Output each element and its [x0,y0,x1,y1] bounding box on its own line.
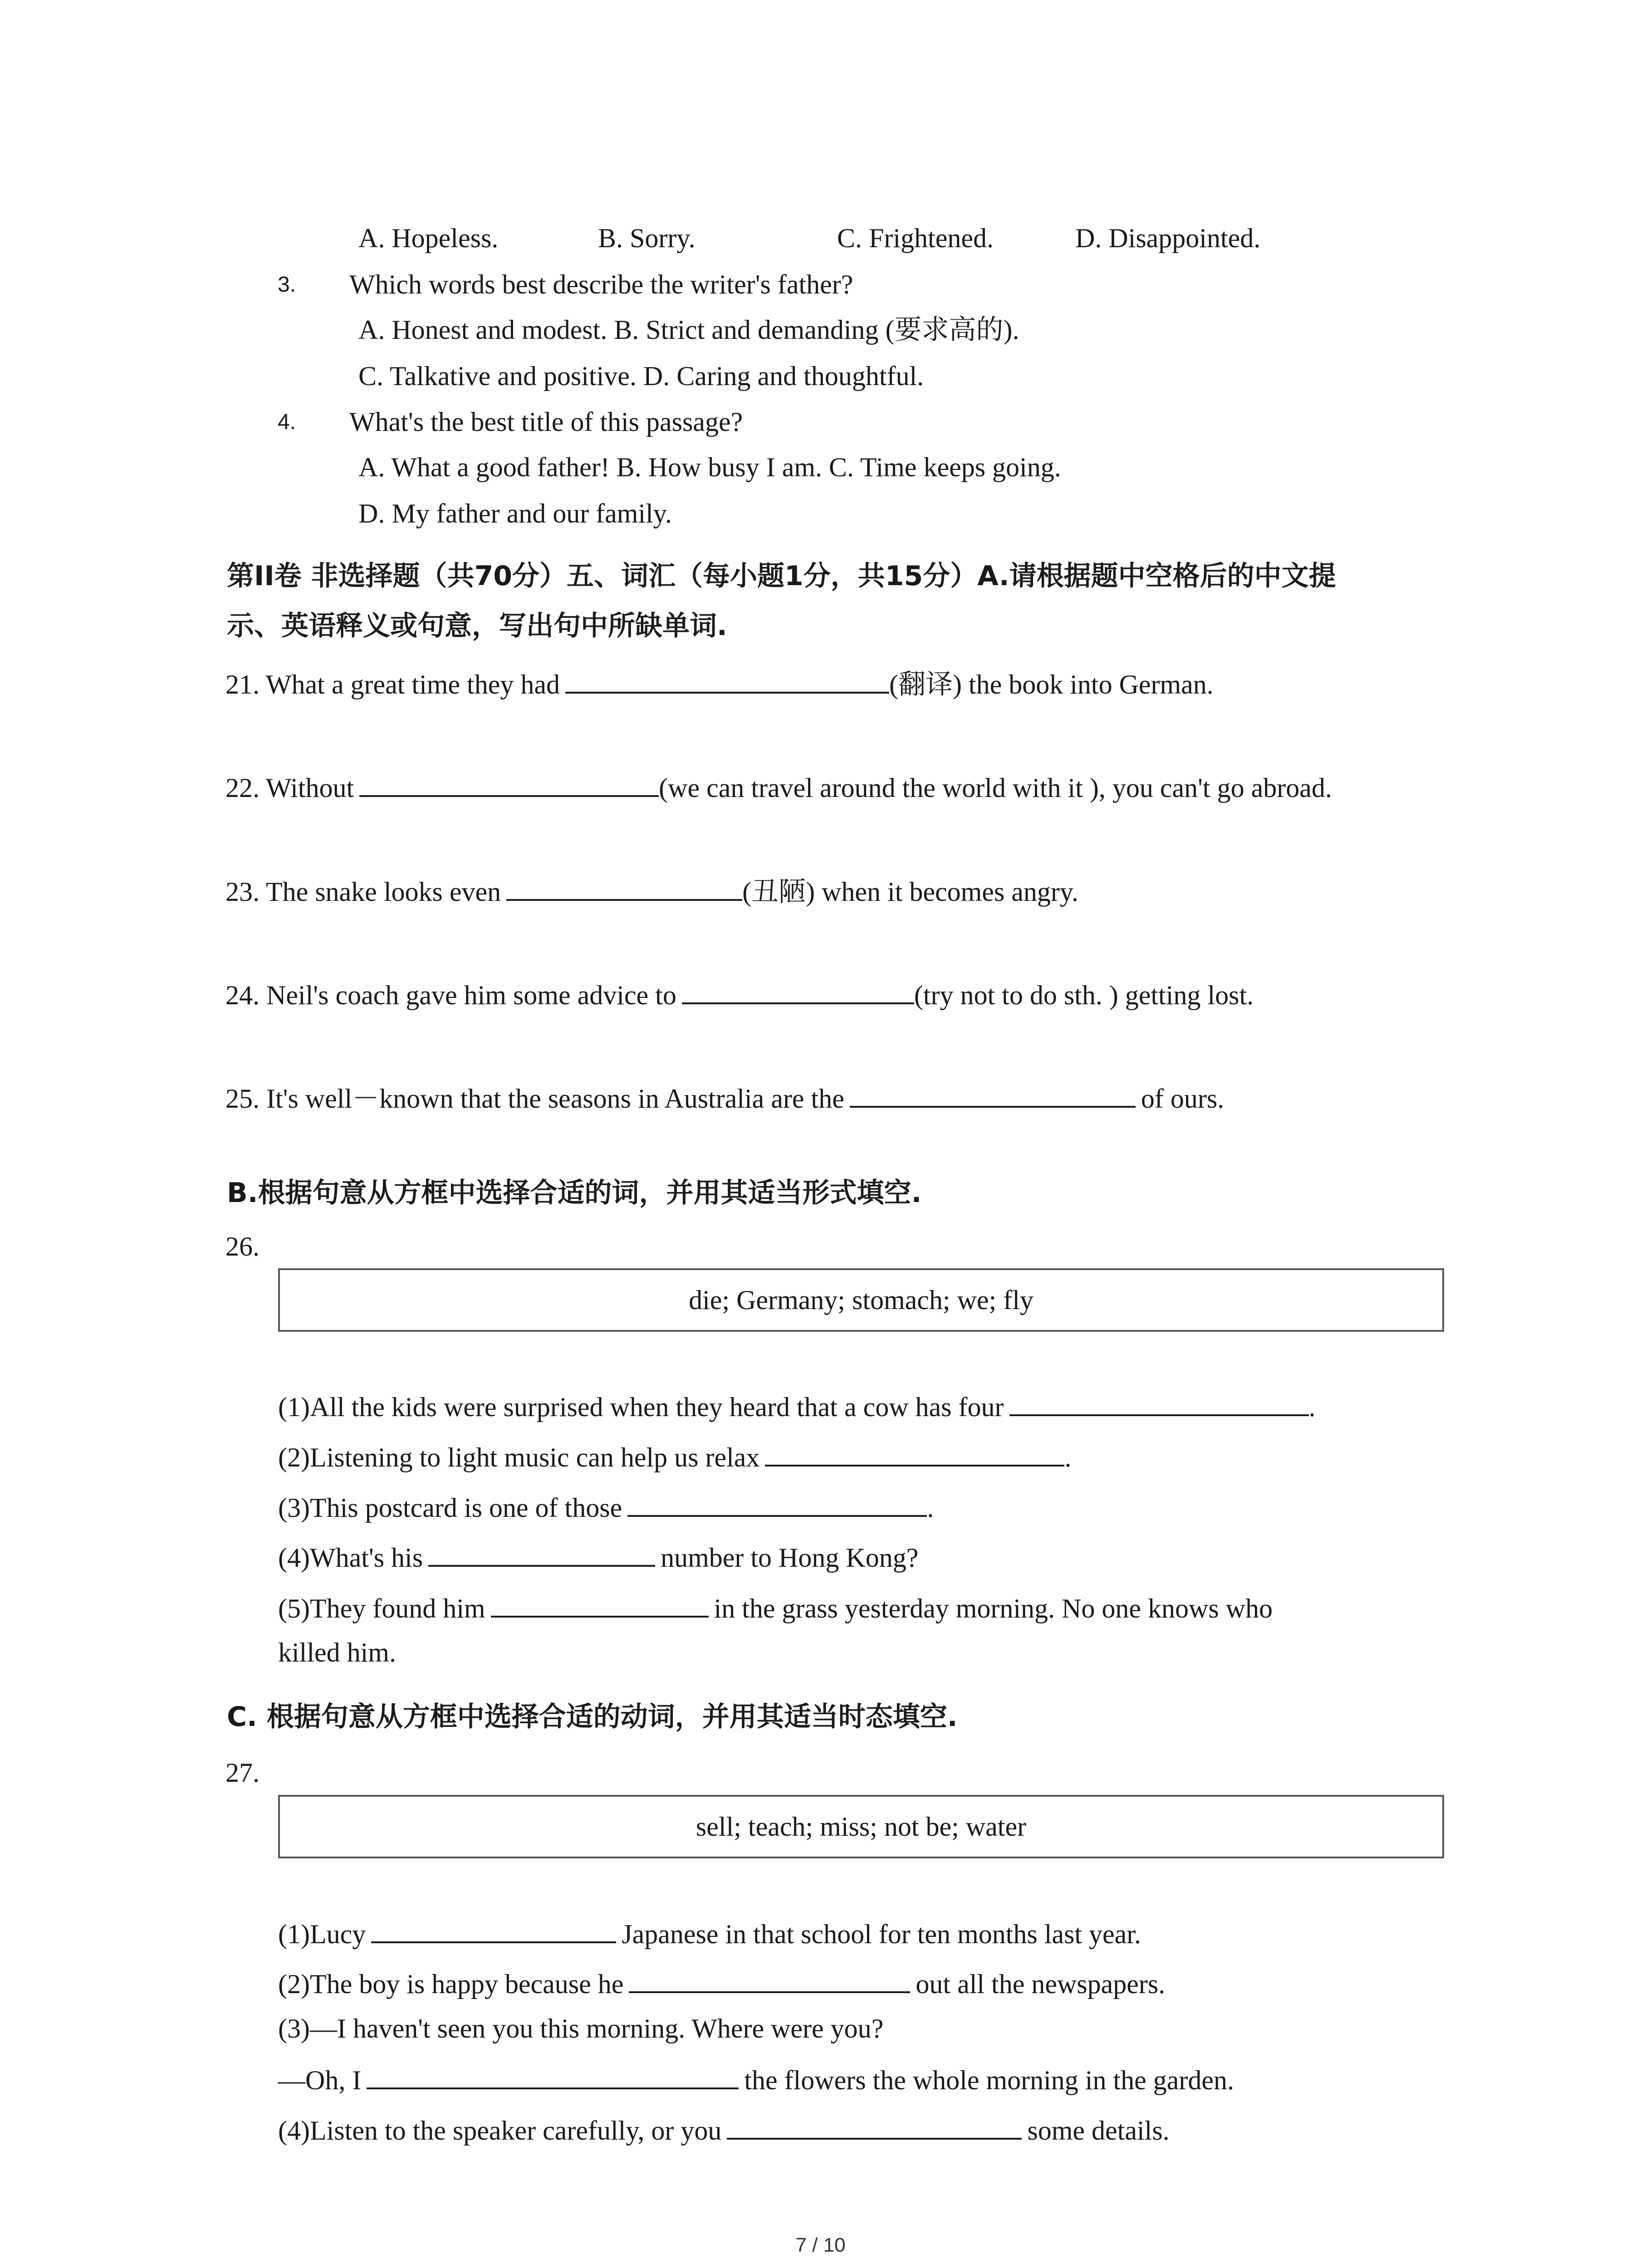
item-number: 26. [225,1232,260,1261]
answer-blank[interactable] [371,1919,616,1943]
sentence-item [278,1969,1165,1998]
word-box-text: die; Germany; stomach; we; fly [689,1285,1034,1315]
item-text: some details. [1027,2116,1170,2146]
sentence-item [278,1919,1141,1948]
item-text: (we can travel around the world with it ), you can't go abroad. [659,773,1332,803]
sentence-item [278,1392,1316,1421]
sentence-item [278,1492,934,1521]
option-a: A. Hopeless. [358,223,499,253]
fill-item-25 [225,1083,1224,1112]
item-text: Without [265,773,354,803]
item-text: (2)Listening to light music can help us relax [278,1442,760,1472]
answer-blank[interactable] [682,980,914,1004]
answer-blank[interactable] [727,2115,1022,2140]
answer-blank[interactable] [359,772,659,797]
question-text: What's the best title of this passage? [349,407,743,437]
page-number: 7 / 10 [795,2234,846,2256]
sentence-continuation: killed him. [278,1637,396,1667]
question-options: A. Honest and modest. B. Strict and demanding (要求高的). [358,315,1019,345]
option-c: C. Frightened. [837,223,994,253]
item-number: 23. [225,877,260,907]
question-number: 3. [278,273,296,297]
item-text: (翻译) the book into German. [889,670,1214,699]
word-box-text: sell; teach; miss; not be; water [696,1811,1027,1842]
question-options: D. My father and our family. [358,499,672,528]
item-number: 25. [225,1084,260,1114]
item-text: the flowers the whole morning in the garden. [744,2065,1234,2095]
sentence-item [278,2115,1170,2144]
question-text: Which words best describe the writer's father? [349,269,853,299]
question-number: 4. [278,410,296,434]
item-text: What a great time they had [265,670,560,699]
question-options: C. Talkative and positive. D. Caring and thoughtful. [358,361,924,391]
answer-blank[interactable] [1009,1392,1309,1416]
question-options: A. What a good father! B. How busy I am. C. Time keeps going. [358,452,1061,482]
word-box [278,1795,1444,1858]
fill-item-21 [225,669,1214,698]
item-number: 24. [225,980,260,1010]
item-text: (1)All the kids were surprised when they heard that a cow has four [278,1392,1004,1422]
answer-blank[interactable] [629,1969,910,1993]
section-b-heading: B.根据句意从方框中选择合适的词，并用其适当形式填空. [227,1177,922,1209]
answer-blank[interactable] [627,1492,927,1517]
section-c-heading: C. 根据句意从方框中选择合适的动词，并用其适当时态填空. [227,1701,958,1733]
item-text: (try not to do sth. ) getting lost. [914,980,1254,1010]
item-text: Neil's coach gave him some advice to [266,980,676,1010]
item-number: 22. [225,773,260,803]
answer-blank[interactable] [367,2065,739,2089]
item-text: in the grass yesterday morning. No one knows who [714,1593,1273,1623]
item-text: of ours. [1141,1084,1225,1114]
answer-blank[interactable] [428,1542,655,1567]
item-text: (3)This postcard is one of those [278,1493,622,1523]
item-text: The snake looks even [265,877,501,907]
option-b: B. Sorry. [598,223,696,253]
item-text: . [1064,1442,1072,1472]
answer-blank[interactable] [765,1442,1064,1466]
item-text: (4)Listen to the speaker carefully, or you [278,2116,722,2146]
sentence-item [278,1442,1071,1471]
sentence-item [278,1593,1273,1622]
item-text: . [927,1493,934,1523]
item-text: It's well－known that the seasons in Australia are the [266,1084,844,1114]
item-text: (丑陋) when it becomes angry. [742,877,1078,907]
sentence-item [278,2065,1234,2094]
answer-blank[interactable] [565,669,889,694]
item-text: Japanese in that school for ten months last year. [622,1919,1141,1949]
fill-item-24 [225,980,1254,1009]
fill-item-23 [225,876,1078,905]
item-text: (1)Lucy [278,1919,366,1949]
fill-item-22 [225,772,1332,802]
item-text: out all the newspapers. [916,1969,1166,1999]
section-heading: 示、英语释义或句意，写出句中所缺单词. [227,610,727,642]
item-text: (4)What's his [278,1543,423,1573]
item-text: . [1308,1392,1316,1422]
item-number: 27. [225,1758,260,1788]
sentence-item [278,1542,918,1571]
word-box [278,1268,1444,1332]
item-text: number to Hong Kong? [661,1543,919,1573]
section-heading: 第II卷 非选择题（共70分）五、词汇（每小题1分，共15分）A.请根据题中空格后的中文提 [227,560,1336,592]
sentence-question: (3)—I haven't seen you this morning. Where were you? [278,2014,884,2043]
answer-blank[interactable] [491,1593,709,1618]
answer-blank[interactable] [850,1083,1136,1108]
item-text: (2)The boy is happy because he [278,1969,624,1999]
item-text: (5)They found him [278,1593,485,1623]
item-text: —Oh, I [278,2065,362,2095]
answer-blank[interactable] [506,876,742,901]
item-number: 21. [225,670,260,699]
option-d: D. Disappointed. [1075,223,1261,253]
